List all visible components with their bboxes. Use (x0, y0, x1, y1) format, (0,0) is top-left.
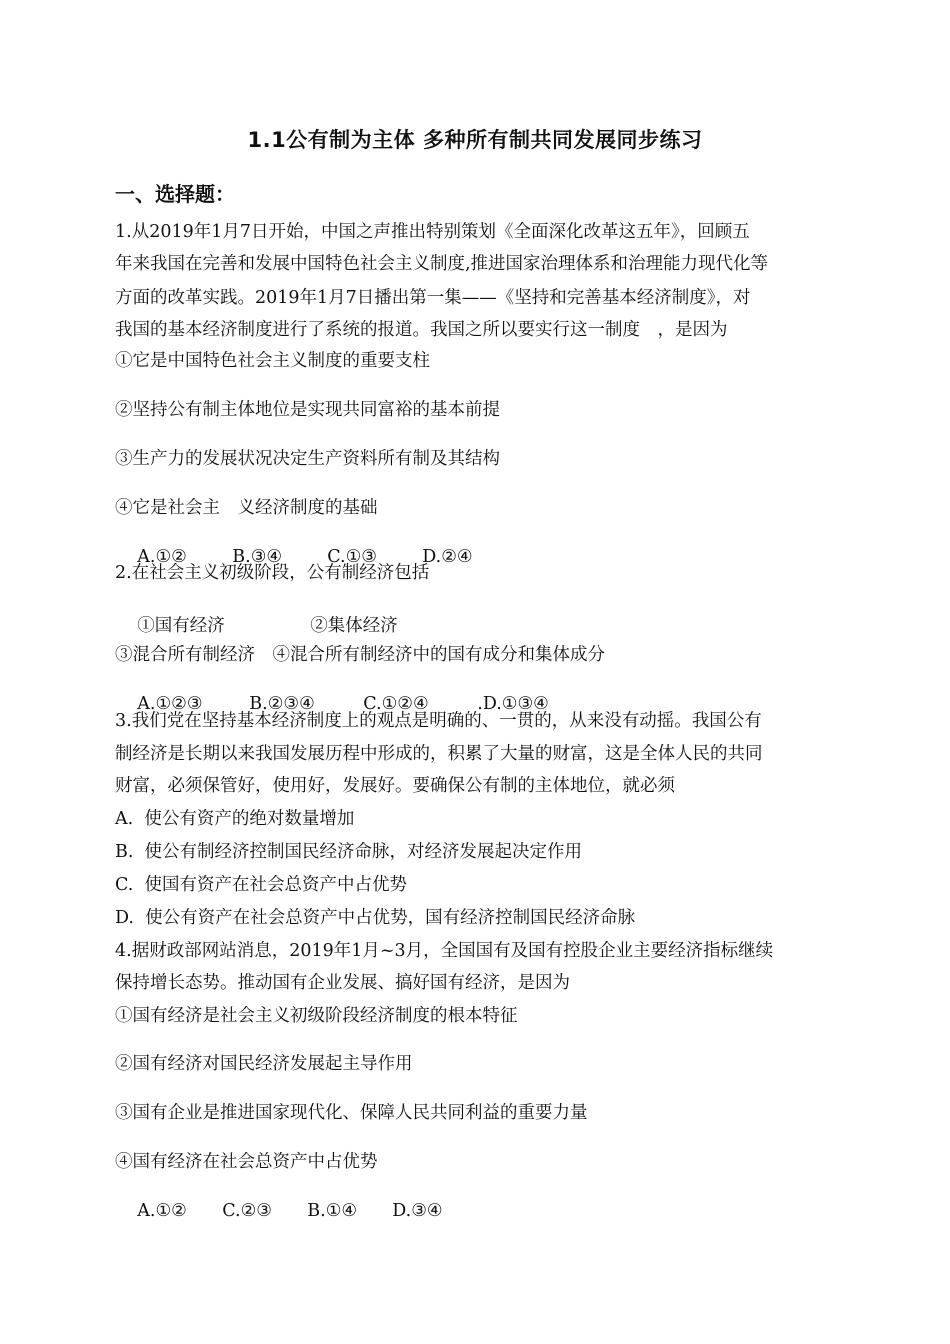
q2-item: ②集体经济 (310, 616, 398, 636)
q1-option-a[interactable]: A.①② (137, 547, 187, 567)
q3-stem-line: 财富，必须保管好，使用好，发展好。要确保公有制的主体地位，就必须 (115, 776, 675, 796)
q4-item: ④国有经济在社会总资产中占优势 (115, 1152, 378, 1172)
q1-stem-line: 方面的改革实践。2019年1月7日播出第一集——《坚持和完善基本经济制度》，对 (115, 288, 751, 308)
q1-item: ④它是社会主 义经济制度的基础 (115, 498, 378, 518)
q1-option-b[interactable]: B.③④ (232, 547, 283, 567)
q3-stem-line: 3.我们党在坚持基本经济制度上的观点是明确的、一贯的，从来没有动摇。我国公有 (115, 711, 762, 731)
q1-item: ③生产力的发展状况决定生产资料所有制及其结构 (115, 449, 500, 469)
q1-stem-line: 我国的基本经济制度进行了系统的报道。我国之所以要实行这一制度 ，是因为 (115, 320, 728, 340)
q4-stem-line: 4.据财政部网站消息，2019年1月~3月，全国国有及国有控股企业主要经济指标继续 (115, 941, 774, 961)
q1-option-d[interactable]: D.②④ (422, 547, 473, 567)
q1-stem-line: 1.从2019年1月7日开始，中国之声推出特别策划《全面深化改革这五年》，回顾五 (115, 222, 750, 242)
q2-option-d[interactable]: .D.①③④ (477, 694, 549, 714)
q4-stem-line: 保持增长态势。推动国有企业发展、搞好国有经济，是因为 (115, 973, 570, 993)
q3-option-d[interactable]: D. 使公有资产在社会总资产中占优势，国有经济控制国民经济命脉 (115, 908, 636, 928)
q3-option-b[interactable]: B. 使公有制经济控制国民经济命脉，对经济发展起决定作用 (115, 842, 583, 862)
q4-item: ③国有企业是推进国家现代化、保障人民共同利益的重要力量 (115, 1103, 588, 1123)
q1-option-c[interactable]: C.①③ (327, 547, 377, 567)
q2-option-b[interactable]: B.②③④ (249, 694, 315, 714)
q3-option-a[interactable]: A. 使公有资产的绝对数量增加 (115, 809, 355, 829)
q2-item: ①国有经济 (137, 616, 225, 636)
q3-stem-line: 制经济是长期以来我国发展历程中形成的，积累了大量的财富，这是全体人民的共同 (115, 744, 763, 764)
q4-option-c[interactable]: C.②③ (222, 1201, 272, 1221)
q4-option-d[interactable]: D.③④ (392, 1201, 443, 1221)
q4-item: ②国有经济对国民经济发展起主导作用 (115, 1054, 413, 1074)
document-title: 1.1公有制为主体 多种所有制共同发展同步练习 (247, 128, 703, 152)
q4-option-a[interactable]: A.①② (137, 1201, 187, 1221)
q4-item: ①国有经济是社会主义初级阶段经济制度的根本特征 (115, 1006, 518, 1026)
q2-items-row: ③混合所有制经济 ④混合所有制经济中的国有成分和集体成分 (115, 645, 605, 665)
section-heading: 一、选择题： (115, 182, 235, 206)
q1-item: ②坚持公有制主体地位是实现共同富裕的基本前提 (115, 400, 500, 420)
q2-stem: 2.在社会主义初级阶段，公有制经济包括 (115, 563, 430, 583)
q2-option-c[interactable]: C.①②④ (363, 694, 429, 714)
q1-item: ①它是中国特色社会主义制度的重要支柱 (115, 351, 430, 371)
q3-option-c[interactable]: C. 使国有资产在社会总资产中占优势 (115, 875, 407, 895)
q4-option-b[interactable]: B.①④ (307, 1201, 358, 1221)
q1-stem-line: 年来我国在完善和发展中国特色社会主义制度,推进国家治理体系和治理能力现代化等 (115, 254, 769, 274)
q2-option-a[interactable]: A.①②③ (137, 694, 203, 714)
q4-options (115, 1181, 443, 1241)
